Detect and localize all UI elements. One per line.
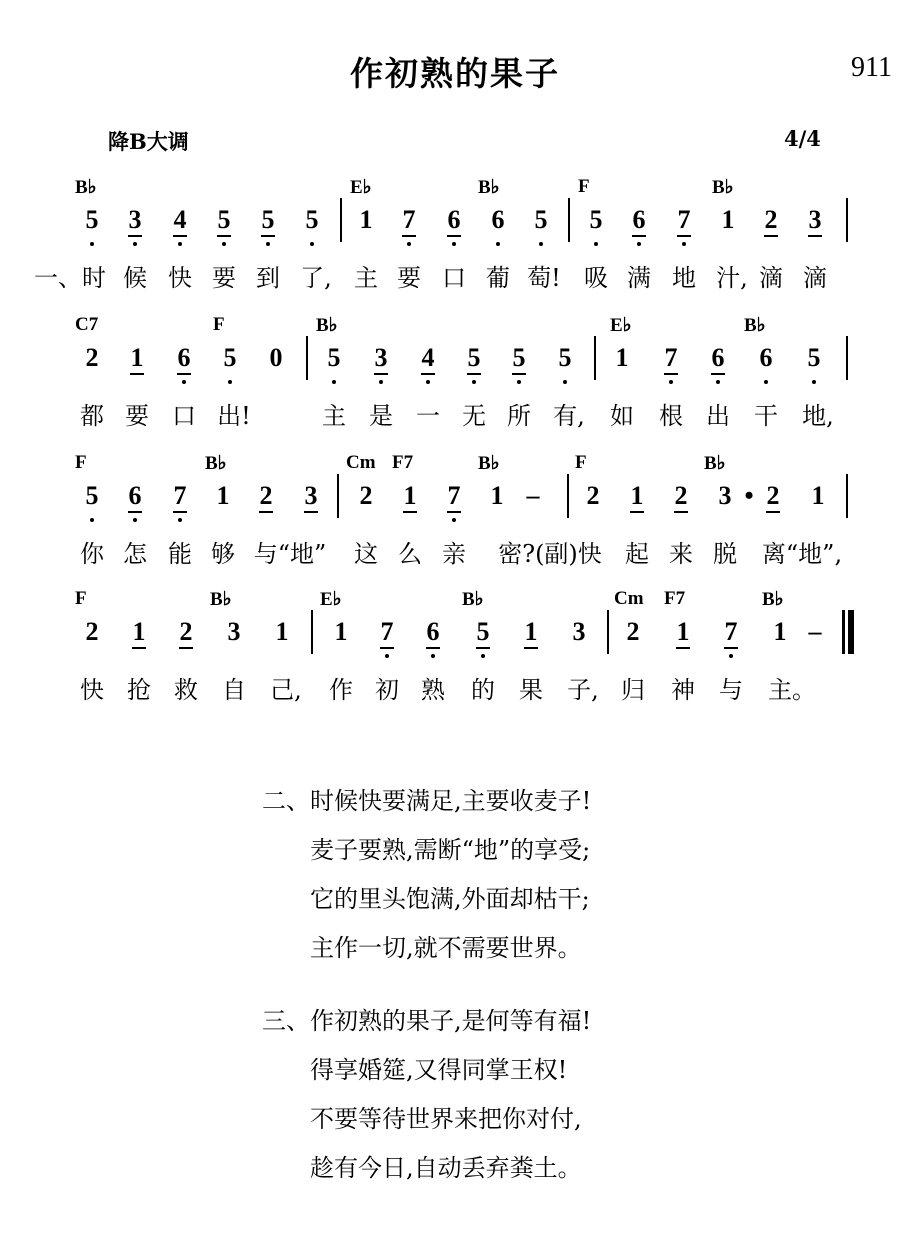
bar-line	[568, 198, 570, 242]
note: 5	[215, 342, 245, 374]
chord-symbol: B♭	[744, 315, 766, 336]
verse-line: 三、作初熟的果子,是何等有福!	[262, 1007, 592, 1035]
note: 5	[209, 204, 239, 236]
lyric-syllable: 么	[398, 540, 422, 568]
bar-line	[607, 610, 609, 654]
verse-line: 它的里头饱满,外面却枯干;	[310, 885, 590, 913]
note: 5	[459, 342, 489, 374]
lyric-syllable: 出	[706, 402, 730, 430]
note: 1	[275, 617, 289, 646]
lyric-syllable: 一	[416, 402, 440, 430]
note: 2	[251, 480, 281, 512]
note: 2	[756, 204, 786, 236]
lyric-syllable: 脱	[713, 540, 737, 568]
note: 1	[615, 343, 629, 372]
lyric-syllable: 够	[211, 540, 235, 568]
lyric-row	[0, 538, 910, 578]
lyric-syllable: 汁,	[716, 264, 748, 292]
note: 2	[85, 343, 99, 372]
lyric-syllable: 抢	[127, 676, 151, 704]
chord-symbol: B♭	[478, 177, 500, 198]
verse-line: 不要等待世界来把你对付,	[310, 1105, 582, 1133]
note: 6	[418, 616, 448, 648]
lyric-syllable: 地	[672, 264, 696, 292]
note: 3	[572, 617, 586, 646]
lyric-syllable: 离“地”,	[761, 540, 843, 568]
bar-line	[594, 336, 596, 380]
lyric-syllable: 子,	[567, 676, 599, 704]
verse-line: 二、时候快要满足,主要收麦子!	[262, 787, 592, 815]
note: 7	[716, 616, 746, 648]
lyric-syllable: 如	[610, 402, 634, 430]
lyric-syllable: 神	[671, 676, 695, 704]
lyric-syllable: 出!	[217, 402, 251, 430]
hymn-title: 作初熟的果子	[350, 54, 560, 93]
lyric-row	[0, 262, 910, 302]
lyric-syllable: 一、时	[34, 264, 106, 292]
note: 1	[721, 205, 735, 234]
verse-line: 得享婚筵,又得同掌王权!	[310, 1056, 568, 1084]
lyric-row	[0, 674, 910, 714]
note: 2	[171, 616, 201, 648]
note: 5	[297, 204, 327, 236]
lyric-syllable: 滴	[803, 264, 827, 292]
note: 3	[227, 617, 241, 646]
chord-symbol: B♭	[205, 453, 227, 474]
lyric-syllable: 了,	[300, 264, 332, 292]
lyric-syllable: 快	[168, 264, 192, 292]
lyric-syllable: 是	[369, 402, 393, 430]
chord-symbol: B♭	[462, 589, 484, 610]
lyric-syllable: 要	[212, 264, 236, 292]
chord-symbol: B♭	[704, 453, 726, 474]
lyric-syllable: 要	[125, 402, 149, 430]
note: 5	[799, 342, 829, 374]
lyric-syllable: 能	[168, 540, 192, 568]
lyric-syllable: 快	[80, 676, 104, 704]
lyric-syllable: 怎	[123, 540, 147, 568]
chord-symbol: F	[75, 452, 87, 473]
chord-symbol: F	[575, 452, 587, 473]
note: 7	[372, 616, 402, 648]
lyric-syllable: 亲	[442, 540, 466, 568]
note: 7	[439, 480, 469, 512]
note: 6	[751, 342, 781, 374]
note: 5	[319, 342, 349, 374]
lyric-syllable: 来	[669, 540, 693, 568]
lyric-syllable: 有,	[553, 402, 585, 430]
note: 3	[120, 204, 150, 236]
lyric-syllable: 滴	[759, 264, 783, 292]
note: 5	[253, 204, 283, 236]
note: 1	[124, 616, 154, 648]
note: 7	[394, 204, 424, 236]
lyric-syllable: 这	[354, 540, 378, 568]
note: 1	[359, 205, 373, 234]
note: 3	[800, 204, 830, 236]
note: 1	[622, 480, 652, 512]
time-signature: 4/4	[784, 126, 821, 151]
note: 5	[581, 204, 611, 236]
lyric-syllable: 主	[354, 264, 378, 292]
lyric-syllable: 满	[627, 264, 651, 292]
final-bar-line	[842, 610, 845, 654]
chord-symbol: Cm	[346, 452, 376, 473]
verse-line: 主作一切,就不需要世界。	[310, 934, 582, 962]
note: –	[808, 617, 822, 646]
note: 6	[120, 480, 150, 512]
note: 6	[624, 204, 654, 236]
bar-line	[340, 198, 342, 242]
lyric-syllable: 到	[256, 264, 280, 292]
chord-symbol: B♭	[478, 453, 500, 474]
lyric-syllable: 救	[174, 676, 198, 704]
verse-line: 麦子要熟,需断“地”的享受;	[310, 836, 591, 864]
note: 1	[490, 481, 504, 510]
lyric-syllable: 密?(副)快	[498, 540, 602, 568]
note: 5	[468, 616, 498, 648]
lyric-syllable: 与“地”	[253, 540, 327, 568]
chord-symbol: B♭	[210, 589, 232, 610]
verse-3	[262, 1006, 591, 1202]
note-row	[0, 204, 910, 244]
chord-symbol: Cm	[614, 588, 644, 609]
chord-symbol: E♭	[610, 315, 632, 336]
note: 2	[758, 480, 788, 512]
lyric-syllable: 都	[80, 402, 104, 430]
bar-line	[846, 474, 848, 518]
bar-line	[306, 336, 308, 380]
chord-symbol: E♭	[320, 589, 342, 610]
lyric-row	[0, 400, 910, 440]
note: 2	[666, 480, 696, 512]
bar-line	[846, 336, 848, 380]
note: 1	[811, 481, 825, 510]
final-bar-line	[848, 610, 854, 654]
note: 2	[626, 617, 640, 646]
bar-line	[337, 474, 339, 518]
note: 2	[85, 617, 99, 646]
lyric-syllable: 的	[471, 676, 495, 704]
lyric-syllable: 地,	[802, 402, 834, 430]
lyric-syllable: 所	[507, 402, 531, 430]
note: 7	[656, 342, 686, 374]
note: 3	[296, 480, 326, 512]
lyric-syllable: 吸	[584, 264, 608, 292]
note: 3	[366, 342, 396, 374]
chord-symbol: F7	[664, 588, 686, 609]
hymn-number: 911	[851, 52, 892, 83]
note: 2	[359, 481, 373, 510]
lyric-syllable: 主	[322, 402, 346, 430]
lyric-syllable: 己,	[270, 676, 302, 704]
lyric-syllable: 自	[222, 676, 246, 704]
note: 5	[77, 204, 107, 236]
note: –	[526, 481, 540, 510]
note-row	[0, 616, 910, 656]
note: 6	[439, 204, 469, 236]
note: 5	[526, 204, 556, 236]
lyric-syllable: 起	[625, 540, 649, 568]
note: 7	[165, 480, 195, 512]
note: 6	[483, 204, 513, 236]
lyric-syllable: 萄!	[527, 264, 561, 292]
bar-line	[567, 474, 569, 518]
lyric-syllable: 初	[375, 676, 399, 704]
note-row	[0, 342, 910, 382]
chord-symbol: F	[213, 314, 225, 335]
note: 1	[122, 342, 152, 374]
note: 3	[718, 481, 732, 510]
lyric-syllable: 无	[462, 402, 486, 430]
lyric-syllable: 候	[123, 264, 147, 292]
note: 1	[395, 480, 425, 512]
note: 6	[703, 342, 733, 374]
note: 4	[413, 342, 443, 374]
chord-symbol: F7	[392, 452, 414, 473]
note: 1	[216, 481, 230, 510]
lyric-syllable: 主。	[768, 676, 816, 704]
note: 1	[668, 616, 698, 648]
note: 1	[516, 616, 546, 648]
lyric-syllable: 你	[80, 540, 104, 568]
chord-symbol: B♭	[75, 177, 97, 198]
verse-line: 趁有今日,自动丢弃粪土。	[310, 1154, 582, 1182]
lyric-syllable: 葡	[486, 264, 510, 292]
lyric-syllable: 口	[442, 264, 466, 292]
lyric-syllable: 果	[519, 676, 543, 704]
lyric-syllable: 作	[329, 676, 353, 704]
chord-symbol: B♭	[762, 589, 784, 610]
note: 7	[669, 204, 699, 236]
key-signature: 降B大调	[108, 129, 189, 154]
note: 5	[550, 342, 580, 374]
chord-symbol: C7	[75, 314, 99, 335]
lyric-syllable: 干	[754, 402, 778, 430]
verse-2	[262, 786, 591, 982]
lyric-syllable: 与	[719, 676, 743, 704]
note-row	[0, 480, 910, 520]
note: 6	[169, 342, 199, 374]
note: 2	[586, 481, 600, 510]
lyric-syllable: 归	[621, 676, 645, 704]
note: •	[744, 481, 754, 510]
lyric-syllable: 要	[397, 264, 421, 292]
note: 5	[504, 342, 534, 374]
chord-symbol: E♭	[350, 177, 372, 198]
note: 0	[269, 343, 283, 372]
bar-line	[846, 198, 848, 242]
note: 1	[773, 617, 787, 646]
lyric-syllable: 熟	[421, 676, 445, 704]
chord-symbol: B♭	[712, 177, 734, 198]
lyric-syllable: 口	[172, 402, 196, 430]
note: 5	[77, 480, 107, 512]
lyric-syllable: 根	[659, 402, 683, 430]
bar-line	[311, 610, 313, 654]
note: 4	[165, 204, 195, 236]
chord-symbol: F	[578, 176, 590, 197]
chord-symbol: F	[75, 588, 87, 609]
chord-symbol: B♭	[316, 315, 338, 336]
note: 1	[334, 617, 348, 646]
